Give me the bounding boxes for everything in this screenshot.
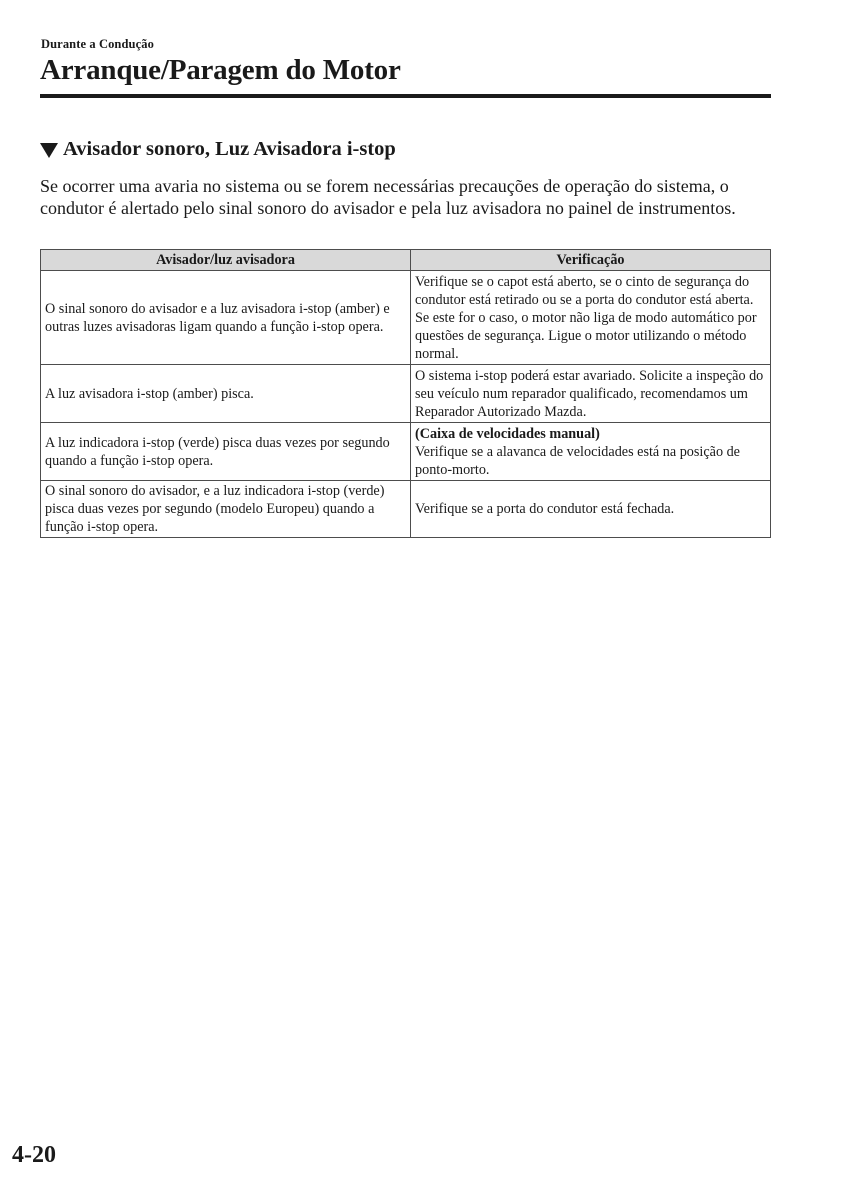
subheading-text: Avisador sonoro, Luz Avisadora i-stop — [63, 138, 396, 160]
table-row — [41, 423, 771, 481]
triangle-down-icon — [40, 143, 58, 158]
check-cell-text: Verifique se a alavanca de velocidades está na posição de ponto-morto. — [415, 443, 740, 478]
warning-table — [40, 249, 771, 538]
check-cell-title: (Caixa de velocidades manual) — [415, 425, 600, 442]
column-header-check: Verificação — [411, 250, 771, 271]
intro-paragraph: Se ocorrer uma avaria no sistema ou se forem necessárias precauções de operação do sistema, o condutor é alertado pelo sinal sonoro do avisador e pela luz avisadora no painel de instrumentos. — [40, 176, 736, 218]
table-row — [41, 365, 771, 423]
column-header-warning: Avisador/luz avisadora — [41, 250, 411, 271]
title-rule — [40, 94, 771, 98]
subheading — [40, 138, 396, 161]
warning-cell: O sinal sonoro do avisador e a luz avisadora i-stop (amber) e outras luzes avisadoras ligam quando a função i-stop opera. — [41, 271, 411, 365]
section-label: Durante a Condução — [41, 37, 154, 51]
check-cell — [411, 423, 771, 481]
page-title: Arranque/Paragem do Motor — [40, 54, 401, 86]
table-header-row — [41, 250, 771, 271]
table-row — [41, 271, 771, 365]
warning-cell: A luz indicadora i-stop (verde) pisca duas vezes por segundo quando a função i-stop opera. — [41, 423, 411, 481]
table-row — [41, 481, 771, 538]
check-cell: Verifique se o capot está aberto, se o cinto de segurança do condutor está retirado ou se a porta do condutor está aberta. Se este for o caso, o motor não liga de modo automático por questões de segurança. Ligue o motor utilizando o método normal. — [411, 271, 771, 365]
warning-cell: A luz avisadora i-stop (amber) pisca. — [41, 365, 411, 423]
warning-cell: O sinal sonoro do avisador, e a luz indicadora i-stop (verde) pisca duas vezes por segundo (modelo Europeu) quando a função i-stop opera. — [41, 481, 411, 538]
check-cell: Verifique se a porta do condutor está fechada. — [411, 481, 771, 538]
check-cell: O sistema i-stop poderá estar avariado. Solicite a inspeção do seu veículo num reparador qualificado, recomendamos um Reparador Autorizado Mazda. — [411, 365, 771, 423]
page-number: 4-20 — [12, 1142, 56, 1168]
